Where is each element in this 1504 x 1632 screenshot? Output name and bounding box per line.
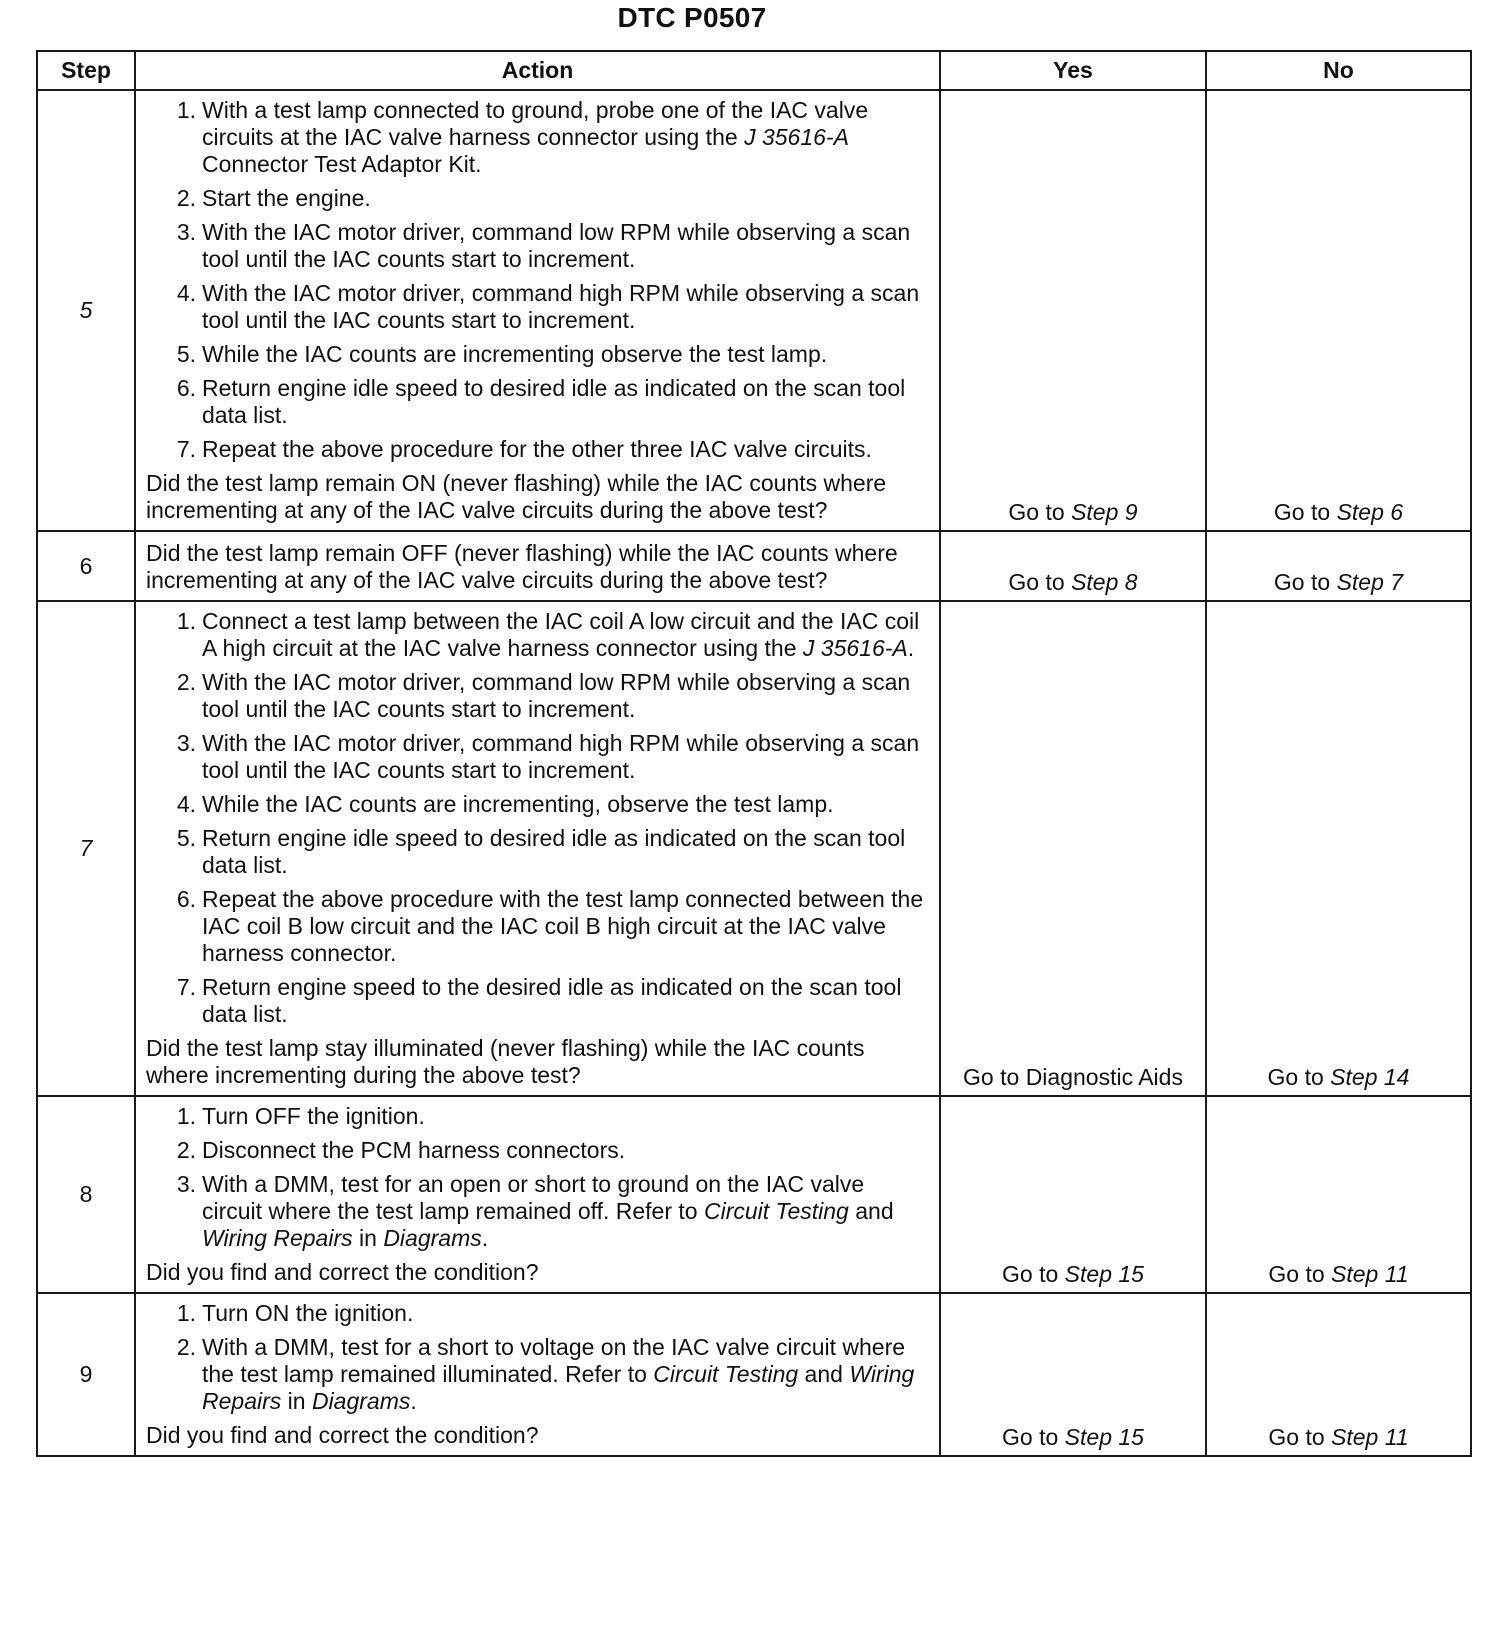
text-run: Return engine idle speed to desired idle as indicated on the scan tool data list.	[202, 375, 906, 428]
text-run: Turn ON the ignition.	[202, 1300, 414, 1326]
text-run: Go to	[1268, 1424, 1332, 1450]
text-run: Turn OFF the ignition.	[202, 1103, 425, 1129]
procedure-step-number: 6.	[176, 886, 196, 912]
reference-text: Step 8	[1071, 569, 1138, 595]
reference-text: Circuit Testing	[703, 1198, 849, 1224]
procedure-step	[146, 280, 927, 334]
column-header-yes: Yes	[940, 51, 1206, 90]
action-cell	[135, 1096, 940, 1293]
reference-text: Step 11	[1331, 1261, 1409, 1287]
procedure-step-text	[202, 97, 868, 177]
procedure-step-number: 4.	[176, 280, 196, 306]
text-run: Go to	[1002, 1424, 1065, 1450]
procedure-step	[146, 1137, 927, 1164]
table-row	[37, 1096, 1471, 1293]
procedure-step-number: 7.	[176, 436, 196, 462]
reference-text: Diagrams	[311, 1388, 411, 1414]
text-run: Go to	[1008, 569, 1072, 595]
text-run: Go to	[1273, 499, 1337, 525]
procedure-step-text	[202, 886, 923, 966]
no-outcome	[1206, 90, 1471, 531]
text-run: and	[848, 1198, 894, 1224]
procedure-step-text	[202, 280, 919, 333]
table-row	[37, 531, 1471, 601]
text-run: in	[352, 1225, 384, 1251]
procedure-step-number: 1.	[176, 1103, 196, 1129]
text-run: Repeat the above procedure with the test lamp connected between the IAC coil B low circuit and the IAC coil B high circuit at the IAC valve harness connector.	[202, 886, 924, 966]
text-run: While the IAC counts are incrementing observe the test lamp.	[202, 341, 828, 367]
procedure-step-text	[202, 1300, 413, 1326]
procedure-step	[146, 375, 927, 429]
procedure-step-text	[202, 608, 919, 661]
procedure-step-text	[202, 1171, 894, 1251]
procedure-step-text	[202, 375, 905, 428]
text-run: Did the test lamp remain OFF (never flashing) while the IAC counts where incrementing at any of the IAC valve circuits during the above test?	[146, 540, 898, 593]
text-run: With the IAC motor driver, command high RPM while observing a scan tool until the IAC counts start to increment.	[202, 280, 920, 333]
procedure-step-text	[202, 219, 910, 272]
procedure-step-number: 5.	[176, 341, 196, 367]
table-body	[37, 90, 1471, 1456]
procedure-step	[146, 219, 927, 273]
text-run: Did you find and correct the condition?	[146, 1422, 539, 1448]
procedure-step-text	[202, 974, 901, 1027]
text-run: Start the engine.	[202, 185, 371, 211]
step-question	[146, 1259, 927, 1286]
procedure-step	[146, 791, 927, 818]
yes-outcome	[940, 90, 1206, 531]
text-run: With the IAC motor driver, command low RPM while observing a scan tool until the IAC counts start to increment.	[202, 669, 911, 722]
procedure-list	[146, 97, 927, 463]
step-question	[146, 540, 927, 594]
step-number: 7	[37, 601, 135, 1096]
reference-text: J 35616-A	[802, 635, 908, 661]
text-run: With a DMM, test for an open or short to ground on the IAC valve circuit where the test lamp remained off. Refer to	[202, 1171, 865, 1224]
reference-text: Circuit Testing	[653, 1361, 799, 1387]
reference-text: Diagrams	[383, 1225, 482, 1251]
procedure-step	[146, 825, 927, 879]
step-number: 9	[37, 1293, 135, 1456]
yes-outcome	[940, 1293, 1206, 1456]
text-run: Did the test lamp stay illuminated (never flashing) while the IAC counts where incrementing during the above test?	[146, 1035, 865, 1088]
procedure-step-text	[202, 669, 910, 722]
procedure-step-number: 4.	[176, 791, 196, 817]
procedure-step-text	[202, 1103, 425, 1129]
reference-text: Step 9	[1071, 499, 1138, 525]
procedure-step	[146, 436, 927, 463]
text-run: Return engine idle speed to desired idle as indicated on the scan tool data list.	[202, 825, 906, 878]
yes-outcome	[940, 1096, 1206, 1293]
text-run: Go to	[1273, 569, 1337, 595]
step-question	[146, 1035, 927, 1089]
procedure-step	[146, 1171, 927, 1252]
text-run: While the IAC counts are incrementing, observe the test lamp.	[202, 791, 834, 817]
procedure-list	[146, 608, 927, 1028]
reference-text: Step 14	[1330, 1064, 1410, 1090]
procedure-step	[146, 730, 927, 784]
text-run: With a test lamp connected to ground, probe one of the IAC valve circuits at the IAC valve harness connector using the	[202, 97, 869, 150]
table-row	[37, 601, 1471, 1096]
procedure-list	[146, 1300, 927, 1415]
no-outcome	[1206, 1096, 1471, 1293]
procedure-step-number: 2.	[176, 669, 196, 695]
procedure-step-text	[202, 1334, 914, 1414]
text-run: Go to	[1002, 1261, 1065, 1287]
procedure-step-number: 3.	[176, 1171, 196, 1197]
procedure-step-number: 5.	[176, 825, 196, 851]
procedure-step	[146, 974, 927, 1028]
text-run: and	[798, 1361, 850, 1387]
procedure-step	[146, 669, 927, 723]
procedure-step	[146, 886, 927, 967]
procedure-step-number: 6.	[176, 375, 196, 401]
action-cell	[135, 531, 940, 601]
text-run: .	[410, 1388, 417, 1414]
text-run: Go to	[1267, 1064, 1331, 1090]
diagnostic-table	[36, 50, 1472, 1457]
action-cell	[135, 601, 940, 1096]
reference-text: J 35616-A	[744, 124, 849, 150]
text-run: .	[481, 1225, 489, 1251]
text-run: in	[281, 1388, 312, 1414]
procedure-step	[146, 1334, 927, 1415]
no-outcome	[1206, 1293, 1471, 1456]
text-run: Did you find and correct the condition?	[146, 1259, 539, 1285]
page-title: DTC P0507	[617, 2, 767, 33]
table-row	[37, 1293, 1471, 1456]
text-run: With the IAC motor driver, command low RPM while observing a scan tool until the IAC counts start to increment.	[202, 219, 911, 272]
table-row	[37, 90, 1471, 531]
procedure-step-number: 7.	[176, 974, 196, 1000]
step-number: 8	[37, 1096, 135, 1293]
reference-text: Step 11	[1331, 1424, 1409, 1450]
reference-text: Step 15	[1064, 1261, 1144, 1287]
procedure-list	[146, 1103, 927, 1252]
procedure-step-number: 1.	[176, 1300, 196, 1326]
procedure-step-number: 1.	[176, 608, 196, 634]
column-header-no: No	[1206, 51, 1471, 90]
procedure-step	[146, 1300, 927, 1327]
procedure-step	[146, 341, 927, 368]
procedure-step-text	[202, 1137, 625, 1163]
no-outcome	[1206, 601, 1471, 1096]
step-question	[146, 1422, 927, 1449]
column-header-step: Step	[37, 51, 135, 90]
text-run: Connector Test Adaptor Kit.	[202, 151, 482, 177]
reference-text: Wiring Repairs	[202, 1225, 353, 1251]
reference-text: Step 7	[1336, 569, 1404, 595]
yes-outcome	[940, 531, 1206, 601]
procedure-step-number: 3.	[176, 730, 196, 756]
text-run: Go to Diagnostic Aids	[963, 1064, 1183, 1090]
text-run: Return engine speed to the desired idle as indicated on the scan tool data list.	[202, 974, 902, 1027]
procedure-step-text	[202, 341, 827, 367]
procedure-step	[146, 97, 927, 178]
yes-outcome	[940, 601, 1206, 1096]
text-run: Go to	[1008, 499, 1072, 525]
text-run: With a DMM, test for a short to voltage on the IAC valve circuit where the test lamp remained illuminated. Refer to	[202, 1334, 906, 1387]
action-cell	[135, 90, 940, 531]
reference-text: Step 15	[1064, 1424, 1144, 1450]
table-header-row	[37, 51, 1471, 90]
procedure-step-text	[202, 791, 834, 817]
procedure-step	[146, 185, 927, 212]
text-run: .	[907, 635, 915, 661]
text-run: Connect a test lamp between the IAC coil A low circuit and the IAC coil A high circuit at the IAC valve harness connector using the	[202, 608, 920, 661]
procedure-step-text	[202, 825, 905, 878]
procedure-step-text	[202, 436, 872, 462]
step-number: 5	[37, 90, 135, 531]
step-question	[146, 470, 927, 524]
text-run: Go to	[1268, 1261, 1332, 1287]
text-run: Disconnect the PCM harness connectors.	[202, 1137, 626, 1163]
procedure-step-text	[202, 730, 919, 783]
column-header-action: Action	[135, 51, 940, 90]
text-run: Repeat the above procedure for the other three IAC valve circuits.	[202, 436, 872, 462]
reference-text: Wiring Repairs	[202, 1361, 915, 1414]
procedure-step-number: 3.	[176, 219, 196, 245]
procedure-step	[146, 608, 927, 662]
procedure-step-number: 2.	[176, 1334, 196, 1360]
procedure-step-number: 2.	[176, 1137, 196, 1163]
step-number: 6	[37, 531, 135, 601]
text-run: Did the test lamp remain ON (never flashing) while the IAC counts where incrementing at any of the IAC valve circuits during the above test?	[146, 470, 887, 523]
reference-text: Step 6	[1336, 499, 1404, 525]
procedure-step-number: 1.	[176, 97, 196, 123]
procedure-step-text	[202, 185, 371, 211]
text-run: With the IAC motor driver, command high RPM while observing a scan tool until the IAC counts start to increment.	[202, 730, 920, 783]
no-outcome	[1206, 531, 1471, 601]
procedure-step	[146, 1103, 927, 1130]
action-cell	[135, 1293, 940, 1456]
procedure-step-number: 2.	[176, 185, 196, 211]
